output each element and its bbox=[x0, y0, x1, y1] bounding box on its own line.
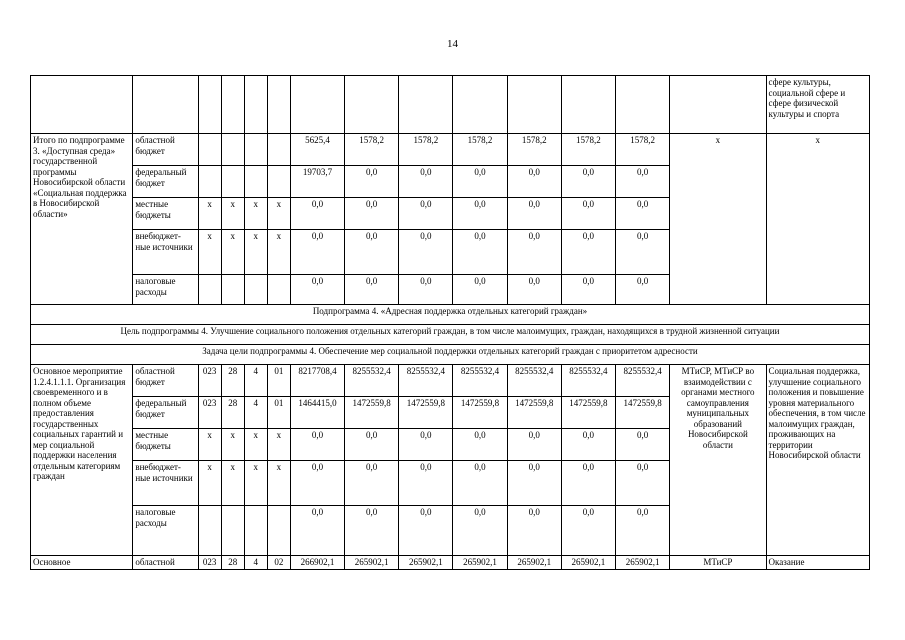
code-cell: 28 bbox=[221, 397, 244, 429]
value-cell: 0,0 bbox=[290, 275, 344, 305]
value-cell: 8217708,4 bbox=[290, 365, 344, 397]
code-cell: х bbox=[267, 429, 290, 461]
code-cell bbox=[267, 166, 290, 198]
code-cell: 4 bbox=[244, 365, 267, 397]
code-cell bbox=[221, 166, 244, 198]
funding-source-cell: внебюджет-ные источники bbox=[133, 230, 198, 275]
value-cell: 265902,1 bbox=[453, 556, 507, 570]
code-cell bbox=[267, 275, 290, 305]
funding-source-cell: местные бюджеты bbox=[133, 198, 198, 230]
value-cell: 0,0 bbox=[453, 166, 507, 198]
result-cell: Оказание bbox=[766, 556, 869, 570]
continuation-row bbox=[31, 76, 870, 134]
value-cell: 0,0 bbox=[616, 230, 670, 275]
value-cell: 0,0 bbox=[399, 429, 453, 461]
code-cell: 023 bbox=[198, 365, 221, 397]
code-cell bbox=[267, 506, 290, 556]
value-cell: 0,0 bbox=[561, 506, 615, 556]
value-cell: 0,0 bbox=[616, 275, 670, 305]
result-cell: Социальная поддержка, улучшение социального положения и повышение уровня материального обеспечения, в том числе малоимущих граждан, проживающих на территории Новосибирской области bbox=[766, 365, 869, 556]
value-cell: 5625,4 bbox=[290, 134, 344, 166]
code-cell: х bbox=[244, 198, 267, 230]
code-cell: 28 bbox=[221, 365, 244, 397]
code-cell bbox=[198, 506, 221, 556]
code-cell bbox=[221, 134, 244, 166]
code-cell: х bbox=[244, 461, 267, 506]
value-cell: 0,0 bbox=[561, 461, 615, 506]
value-cell: 0,0 bbox=[507, 506, 561, 556]
code-cell: х bbox=[267, 230, 290, 275]
funding-source-cell: налоговые расходы bbox=[133, 275, 198, 305]
value-cell: 1578,2 bbox=[399, 134, 453, 166]
code-cell bbox=[244, 166, 267, 198]
executor-cell: х bbox=[670, 134, 766, 305]
value-cell: 0,0 bbox=[345, 166, 399, 198]
value-cell: 1472559,8 bbox=[616, 397, 670, 429]
value-cell: 0,0 bbox=[290, 198, 344, 230]
code-cell bbox=[221, 506, 244, 556]
executor-cell: МТиСР bbox=[670, 556, 766, 570]
value-cell: 0,0 bbox=[399, 461, 453, 506]
value-cell: 0,0 bbox=[453, 230, 507, 275]
value-cell: 0,0 bbox=[561, 275, 615, 305]
value-cell: 0,0 bbox=[345, 461, 399, 506]
value-cell: 0,0 bbox=[507, 275, 561, 305]
value-cell: 0,0 bbox=[399, 198, 453, 230]
value-cell: 0,0 bbox=[507, 198, 561, 230]
value-cell: 1464415,0 bbox=[290, 397, 344, 429]
value-cell: 0,0 bbox=[290, 230, 344, 275]
funding-source-cell: внебюджет-ные источники bbox=[133, 461, 198, 506]
code-cell: х bbox=[267, 461, 290, 506]
code-cell: х bbox=[221, 429, 244, 461]
measure-name-cell: Основное bbox=[31, 556, 133, 570]
value-cell: 0,0 bbox=[453, 275, 507, 305]
continuation-result-cell: сфере культуры, социальной сфере и сфере физической культуры и спорта bbox=[766, 76, 869, 134]
table-row bbox=[31, 365, 870, 397]
value-cell: 0,0 bbox=[290, 461, 344, 506]
value-cell: 0,0 bbox=[561, 230, 615, 275]
value-cell: 8255532,4 bbox=[507, 365, 561, 397]
value-cell: 0,0 bbox=[507, 166, 561, 198]
value-cell: 0,0 bbox=[616, 506, 670, 556]
value-cell: 8255532,4 bbox=[399, 365, 453, 397]
code-cell bbox=[198, 134, 221, 166]
value-cell: 8255532,4 bbox=[453, 365, 507, 397]
value-cell: 8255532,4 bbox=[561, 365, 615, 397]
value-cell: 19703,7 bbox=[290, 166, 344, 198]
measure-name-cell: Основное мероприятие 1.2.4.1.1.1. Организация своевременного и в полном объеме предоставления государственных социальных гарантий и мер социальной поддержки населения отдельным категориям граждан bbox=[31, 365, 133, 556]
code-cell: х bbox=[221, 230, 244, 275]
value-cell: 0,0 bbox=[561, 429, 615, 461]
value-cell: 0,0 bbox=[399, 230, 453, 275]
span-row bbox=[31, 325, 870, 345]
value-cell: 265902,1 bbox=[399, 556, 453, 570]
value-cell: 0,0 bbox=[345, 429, 399, 461]
value-cell: 0,0 bbox=[345, 198, 399, 230]
value-cell: 0,0 bbox=[453, 198, 507, 230]
value-cell: 1578,2 bbox=[616, 134, 670, 166]
value-cell: 0,0 bbox=[399, 166, 453, 198]
value-cell: 0,0 bbox=[399, 275, 453, 305]
code-cell: 4 bbox=[244, 556, 267, 570]
value-cell: 0,0 bbox=[561, 166, 615, 198]
funding-source-cell: федеральный бюджет bbox=[133, 397, 198, 429]
table-row bbox=[31, 556, 870, 570]
value-cell: 1472559,8 bbox=[345, 397, 399, 429]
value-cell: 0,0 bbox=[616, 198, 670, 230]
code-cell: х bbox=[244, 230, 267, 275]
code-cell bbox=[221, 275, 244, 305]
code-cell: х bbox=[221, 461, 244, 506]
value-cell: 1472559,8 bbox=[399, 397, 453, 429]
span-row bbox=[31, 305, 870, 325]
measure-name-cell: Итого по подпрограмме 3. «Доступная среда» государственной программы Новосибирской области «Социальная поддержка в Новосибирской области» bbox=[31, 134, 133, 305]
value-cell: 1472559,8 bbox=[561, 397, 615, 429]
code-cell: 01 bbox=[267, 397, 290, 429]
code-cell: х bbox=[198, 429, 221, 461]
code-cell: 01 bbox=[267, 365, 290, 397]
code-cell: 023 bbox=[198, 556, 221, 570]
value-cell: 0,0 bbox=[345, 275, 399, 305]
span-row-goal: Цель подпрограммы 4. Улучшение социального положения отдельных категорий граждан, в том числе малоимущих, граждан, находящихся в трудной жизненной ситуации bbox=[31, 325, 870, 345]
value-cell: 265902,1 bbox=[507, 556, 561, 570]
value-cell: 265902,1 bbox=[561, 556, 615, 570]
funding-source-cell: областной бюджет bbox=[133, 134, 198, 166]
value-cell: 1472559,8 bbox=[507, 397, 561, 429]
value-cell: 0,0 bbox=[561, 198, 615, 230]
value-cell: 1578,2 bbox=[561, 134, 615, 166]
funding-source-cell: областной bbox=[133, 556, 198, 570]
code-cell: х bbox=[221, 198, 244, 230]
page-number: 14 bbox=[447, 38, 458, 50]
funding-source-cell: областной бюджет bbox=[133, 365, 198, 397]
code-cell: х bbox=[198, 461, 221, 506]
span-row-task: Задача цели подпрограммы 4. Обеспечение мер социальной поддержки отдельных категорий граждан с приоритетом адресности bbox=[31, 345, 870, 365]
value-cell: 1472559,8 bbox=[453, 397, 507, 429]
code-cell bbox=[244, 275, 267, 305]
value-cell: 0,0 bbox=[345, 230, 399, 275]
executor-cell: МТиСР, МТиСР во взаимодействии с органами местного самоуправления муниципальных образований Новосибирской области bbox=[670, 365, 766, 556]
table-row bbox=[31, 134, 870, 166]
value-cell: 0,0 bbox=[616, 429, 670, 461]
code-cell: х bbox=[244, 429, 267, 461]
value-cell: 0,0 bbox=[453, 506, 507, 556]
code-cell bbox=[244, 506, 267, 556]
value-cell: 265902,1 bbox=[345, 556, 399, 570]
value-cell: 0,0 bbox=[290, 429, 344, 461]
span-row bbox=[31, 345, 870, 365]
value-cell: 0,0 bbox=[453, 461, 507, 506]
value-cell: 0,0 bbox=[399, 506, 453, 556]
code-cell: 4 bbox=[244, 397, 267, 429]
value-cell: 8255532,4 bbox=[345, 365, 399, 397]
program-table bbox=[30, 75, 870, 570]
value-cell: 266902,1 bbox=[290, 556, 344, 570]
value-cell: 1578,2 bbox=[345, 134, 399, 166]
code-cell bbox=[244, 134, 267, 166]
code-cell: 02 bbox=[267, 556, 290, 570]
funding-source-cell: федеральный бюджет bbox=[133, 166, 198, 198]
value-cell: 0,0 bbox=[507, 461, 561, 506]
funding-source-cell: местные бюджеты bbox=[133, 429, 198, 461]
value-cell: 1578,2 bbox=[507, 134, 561, 166]
code-cell: х bbox=[198, 198, 221, 230]
value-cell: 0,0 bbox=[453, 429, 507, 461]
code-cell bbox=[198, 166, 221, 198]
value-cell: 0,0 bbox=[290, 506, 344, 556]
code-cell bbox=[267, 134, 290, 166]
code-cell: х bbox=[267, 198, 290, 230]
value-cell: 0,0 bbox=[507, 429, 561, 461]
value-cell: 0,0 bbox=[616, 461, 670, 506]
value-cell: 0,0 bbox=[616, 166, 670, 198]
code-cell: 28 bbox=[221, 556, 244, 570]
value-cell: 8255532,4 bbox=[616, 365, 670, 397]
funding-source-cell: налоговые расходы bbox=[133, 506, 198, 556]
value-cell: 265902,1 bbox=[616, 556, 670, 570]
value-cell: 0,0 bbox=[507, 230, 561, 275]
result-cell: х bbox=[766, 134, 869, 305]
value-cell: 1578,2 bbox=[453, 134, 507, 166]
span-row-subprogram: Подпрограмма 4. «Адресная поддержка отдельных категорий граждан» bbox=[31, 305, 870, 325]
code-cell: х bbox=[198, 230, 221, 275]
value-cell: 0,0 bbox=[345, 506, 399, 556]
code-cell bbox=[198, 275, 221, 305]
code-cell: 023 bbox=[198, 397, 221, 429]
